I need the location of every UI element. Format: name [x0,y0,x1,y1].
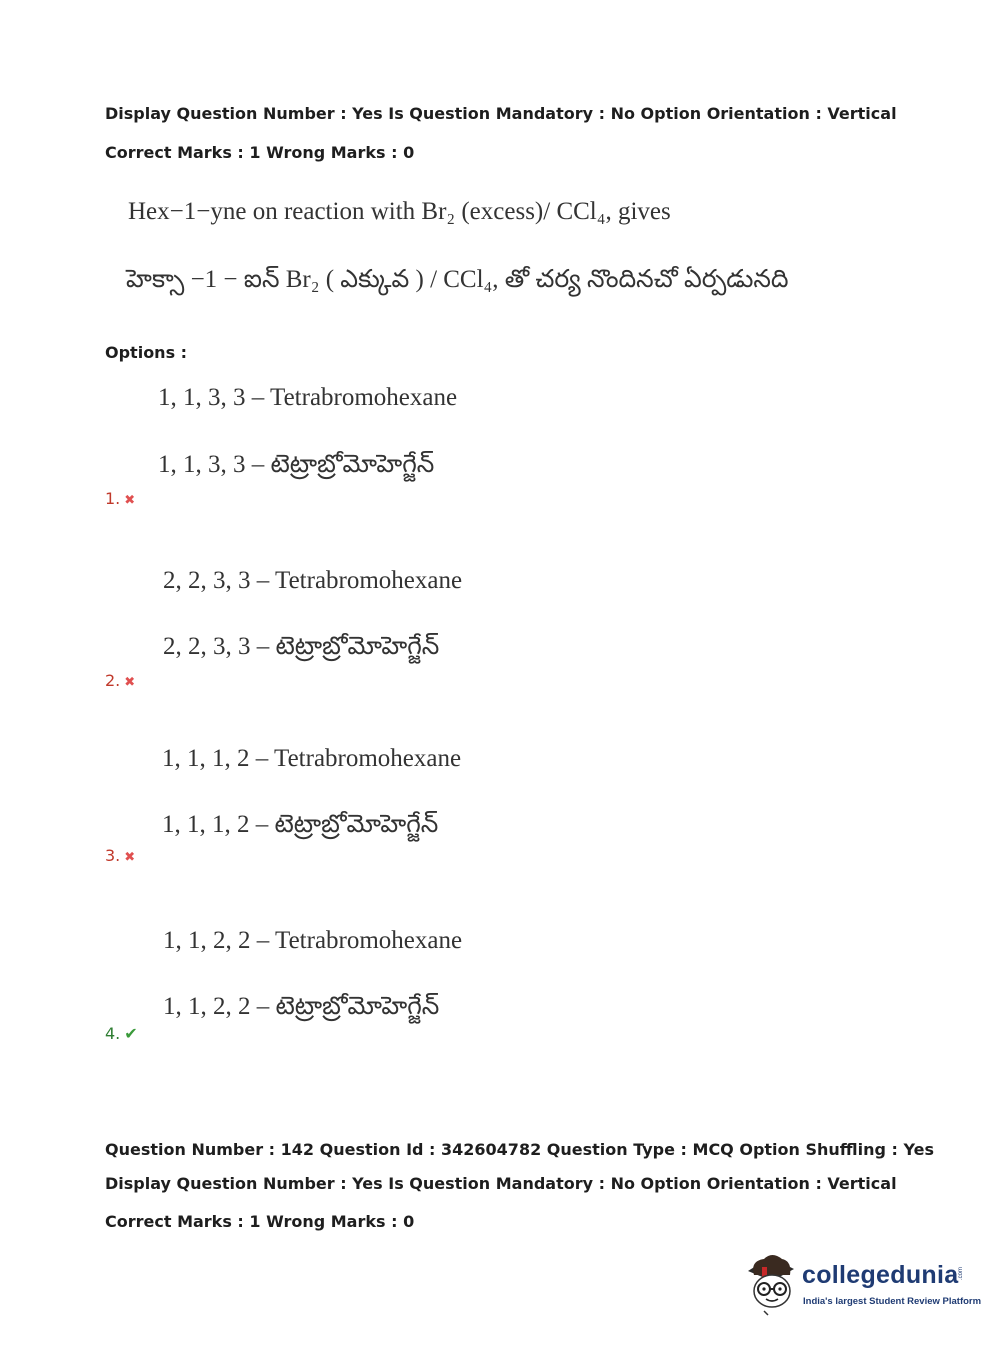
cross-icon: ✖ [124,850,136,865]
question-text-english: Hex−1−yne on reaction with Br₂ (excess)/ CCl₄, gives [128,198,671,225]
option-4-telugu: 1, 1, 2, 2 – టెట్రాబ్రోమోహెగ్జేన్ [163,993,440,1020]
option-2-number [105,671,135,690]
logo-wordmark: collegedunia [802,1261,959,1289]
option-4-number [105,1024,138,1043]
next-question-meta-line: Question Number : 142 Question Id : 342604782 Question Type : MCQ Option Shuffling : Yes [105,1140,935,1159]
option-3-english: 1, 1, 1, 2 – Tetrabromohexane [162,745,462,772]
option-number-label: 2. [105,671,121,690]
option-3-telugu: 1, 1, 1, 2 – టెట్రాబ్రోమోహెగ్జేన్ [162,811,439,838]
question-meta-line: Display Question Number : Yes Is Question Mandatory : No Option Orientation : Vertical [105,104,897,123]
option-2-english: 2, 2, 3, 3 – Tetrabromohexane [163,567,463,594]
options-label: Options : [105,343,188,362]
mascot-icon [742,1249,804,1317]
cross-icon: ✖ [124,675,136,690]
option-number-label: 3. [105,846,121,865]
logo-suffix: .com [958,1267,964,1281]
option-2-telugu: 2, 2, 3, 3 – టెట్రాబ్రోమోహెగ్జేన్ [163,633,440,660]
question-text-telugu: హెక్సా −1 − ఐన్ Br₂ ( ఎక్కువ ) / CCl₄, తో చర్య నొందినచో ఏర్పడునది [126,266,789,293]
option-number-label: 4. [105,1024,121,1043]
marks-meta-line: Correct Marks : 1 Wrong Marks : 0 [105,143,415,162]
option-number-label: 1. [105,489,121,508]
next-marks-meta-line: Correct Marks : 1 Wrong Marks : 0 [105,1212,415,1231]
collegedunia-logo [742,1249,982,1317]
option-4-english: 1, 1, 2, 2 – Tetrabromohexane [163,927,463,954]
logo-tagline: India's largest Student Review Platform [803,1296,982,1307]
check-icon: ✔ [124,1024,138,1043]
option-3-number [105,846,135,865]
next-display-meta-line: Display Question Number : Yes Is Question Mandatory : No Option Orientation : Vertical [105,1174,897,1193]
option-1-english: 1, 1, 3, 3 – Tetrabromohexane [158,384,458,411]
option-1-number [105,489,135,508]
option-1-telugu: 1, 1, 3, 3 – టెట్రాబ్రోమోహెగ్జేన్ [158,451,435,478]
cross-icon: ✖ [124,493,136,508]
